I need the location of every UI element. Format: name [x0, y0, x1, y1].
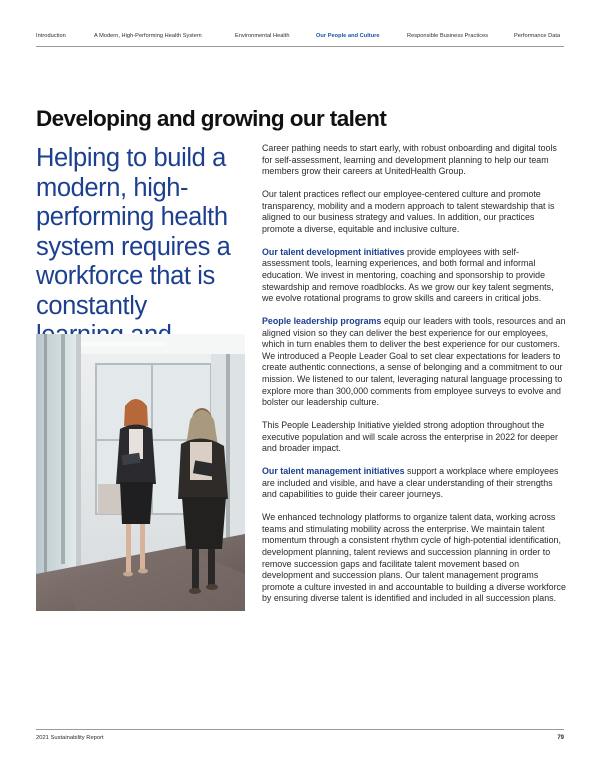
- page-number: 79: [557, 735, 564, 741]
- text-people-leadership: equip our leaders with tools, resources and an aligned vision so they can deliver the best experience for our employees, which in turn enables them to deliver the best experience for our customers. We introduced a People Leader Goal to set clear expectations for leaders to create authentic connections, a sense of belonging and a commitment to our mission. We listened to our talent, leveraging natural language processing to explore more than 300,000 comments from employee surveys to evolve and bolster our leadership culture.: [262, 316, 566, 408]
- paragraph-technology-platforms: We enhanced technology platforms to organize talent data, working across teams and stimulating mobility across the enterprise. We maintain talent momentum through a consistent rhythm cycle of high-potential identification, development planning, talent reviews and succession planning in order to remove succession gaps and facilitate talent movement based on development and succession plans. Our talent management programs promote a culture invested in and accountable to building a diverse workforce by ensuring diverse talent is identified and included in all succession plans.: [262, 512, 566, 604]
- body-text-column: [262, 143, 566, 616]
- nav-item-people-and-culture[interactable]: Our People and Culture: [316, 33, 380, 39]
- footer-divider: [36, 729, 564, 730]
- report-title: 2021 Sustainability Report: [36, 735, 104, 741]
- nav-item-environmental-health[interactable]: Environmental Health: [235, 33, 290, 39]
- label-talent-management: Our talent management initiatives: [262, 466, 405, 477]
- page-footer: [36, 729, 564, 741]
- page-title: Developing and growing our talent: [36, 106, 387, 131]
- text-talent-management: support a workplace where employees are included and visible, and have a clear understanding of their strengths and capabilities to guide their career journeys.: [262, 466, 559, 500]
- office-photo: [36, 334, 245, 611]
- paragraph-talent-management: [262, 466, 566, 501]
- lead-statement: Helping to build a modern, high-performing health system requires a workforce that is constantly: [36, 144, 231, 320]
- label-people-leadership: People leadership programs: [262, 316, 382, 327]
- label-talent-development: Our talent development initiatives: [262, 246, 405, 257]
- paragraph-people-leadership: [262, 316, 566, 409]
- top-navigation: [36, 33, 564, 45]
- paragraph-talent-development: [262, 247, 566, 305]
- paragraph-talent-practices: Our talent practices reflect our employee-centered culture and promote transparency, mobility and a modern approach to talent stewardship that is aligned to our business strategy and values. In addition, our practices promote a diverse, equitable and inclusive culture.: [262, 189, 555, 234]
- nav-item-performance-data[interactable]: Performance Data: [514, 33, 561, 39]
- nav-item-modern-health-system[interactable]: A Modern, High-Performing Health System: [94, 33, 202, 39]
- text-talent-development: provide employees with self-assessment tools, learning experiences, and both formal and informal education. We invest in mentoring, coaching and sponsorship to provide stewardship and remove roadblocks. As we grow our key talent segments, we evolve rotational programs to grow skills and careers in critical jobs.: [262, 246, 554, 304]
- paragraph-career-pathing: Career pathing needs to start early, with robust onboarding and digital tools for self-assessment, learning and development planning to help our team members grow their careers at UnitedHealth Group.: [262, 143, 557, 177]
- paragraph-leadership-initiative: This People Leadership Initiative yielded strong adoption throughout the executive population and will scale across the enterprise in 2022 for deeper and broader impact.: [262, 420, 559, 454]
- nav-item-responsible-business[interactable]: Responsible Business Practices: [407, 33, 489, 39]
- nav-divider: [36, 46, 564, 47]
- nav-item-introduction[interactable]: Introduction: [36, 33, 66, 39]
- office-photo-illustration: [36, 334, 245, 611]
